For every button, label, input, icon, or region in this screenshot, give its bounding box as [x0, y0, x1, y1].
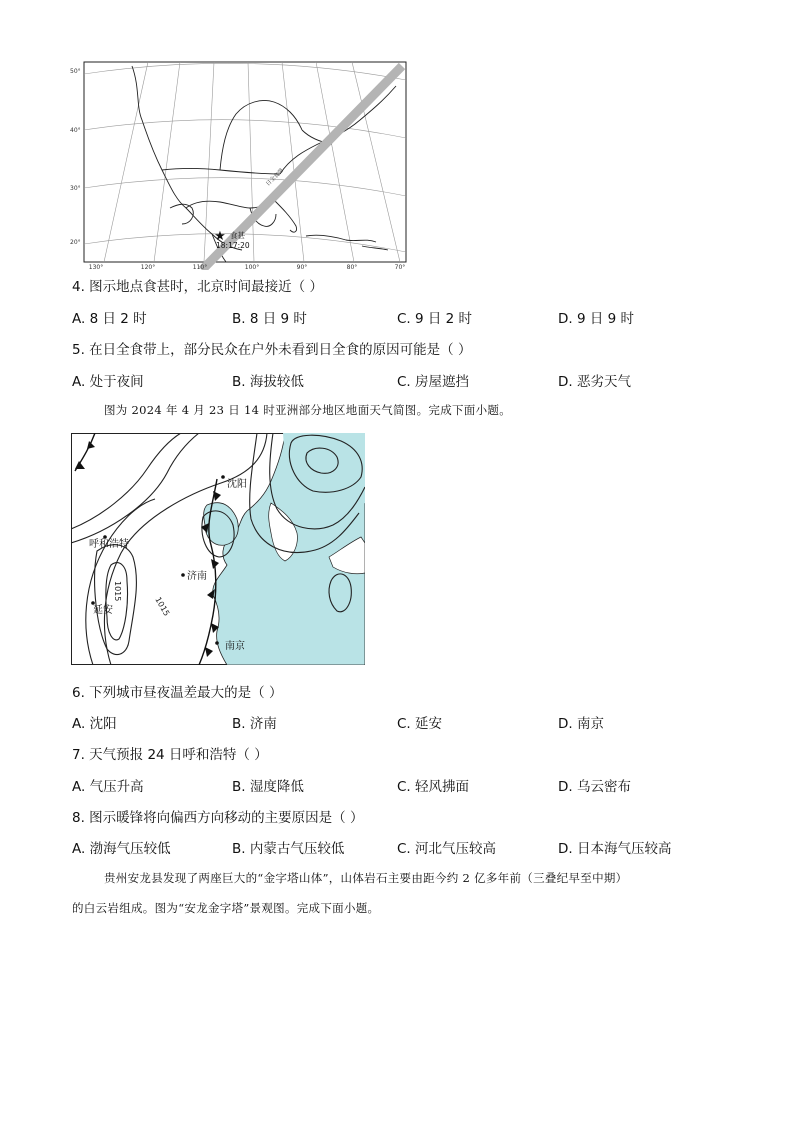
q5-option-b[interactable]: B. 海拔较低: [232, 374, 304, 390]
city-label-nanjing: 南京: [225, 641, 245, 652]
weather-map: [71, 433, 365, 665]
band-label: 日全食带: [265, 167, 286, 188]
q8-option-a[interactable]: A. 渤海气压较低: [72, 841, 171, 857]
lon-label: 100°: [244, 264, 260, 270]
q5-option-c[interactable]: C. 房屋遮挡: [397, 374, 470, 390]
point-time: 18:17:20: [216, 241, 250, 250]
lat-label: 30°: [70, 185, 81, 192]
question-7: 7. 天气预报 24 日呼和浩特（ ）: [72, 747, 268, 763]
lon-labels: [89, 264, 406, 270]
lat-label: 20°: [70, 239, 81, 246]
star-icon: ★: [214, 229, 226, 244]
q5-option-d[interactable]: D. 恶劣天气: [558, 374, 631, 390]
city-label-yanan: 延安: [93, 605, 113, 616]
question-8: 8. 图示暖锋将向偏西方向移动的主要原因是（ ）: [72, 810, 364, 826]
q4-option-d[interactable]: D. 9 日 9 时: [558, 311, 635, 327]
q6-option-b[interactable]: B. 济南: [232, 716, 277, 732]
lon-label: 70°: [394, 264, 406, 270]
isobar-label: 1015: [153, 595, 172, 618]
question-4: 4. 图示地点食甚时，北京时间最接近（ ）: [72, 279, 323, 295]
city-label-shenyang: 沈阳: [227, 479, 247, 490]
city-label-jinan: 济南: [187, 571, 207, 582]
lon-label: 90°: [296, 264, 308, 270]
eclipse-map-svg: [70, 58, 410, 270]
lon-label: 110°: [192, 264, 208, 270]
lat-label: 40°: [70, 127, 81, 134]
q5-option-a[interactable]: A. 处于夜间: [72, 374, 144, 390]
q8-option-b[interactable]: B. 内蒙古气压较低: [232, 841, 345, 857]
lon-label: 80°: [346, 264, 358, 270]
lat-label: 50°: [70, 68, 81, 75]
weather-map-svg: [71, 433, 365, 665]
intro-weather-map: 图为 2024 年 4 月 23 日 14 时亚洲部分地区地面天气简图。完成下面小题。: [104, 403, 511, 417]
question-6: 6. 下列城市昼夜温差最大的是（ ）: [72, 685, 283, 701]
q7-option-c[interactable]: C. 轻风拂面: [397, 779, 470, 795]
q6-option-c[interactable]: C. 延安: [397, 716, 443, 732]
q4-option-c[interactable]: C. 9 日 2 时: [397, 311, 473, 327]
q7-option-a[interactable]: A. 气压升高: [72, 779, 144, 795]
point-label: 食甚: [230, 231, 245, 240]
q4-option-b[interactable]: B. 8 日 9 时: [232, 311, 307, 327]
intro-pyramid-line1: 贵州安龙县发现了两座巨大的“金字塔山体”，山体岩石主要由距今约 2 亿多年前（三叠纪早至中期）: [104, 871, 628, 885]
lat-labels: [70, 68, 81, 246]
city-label-hohhot: 呼和浩特: [89, 539, 129, 550]
intro-pyramid-line2: 的白云岩组成。图为“安龙金字塔”景观图。完成下面小题。: [72, 901, 380, 915]
q6-option-a[interactable]: A. 沈阳: [72, 716, 117, 732]
eclipse-map: [70, 58, 410, 270]
q8-option-d[interactable]: D. 日本海气压较高: [558, 841, 672, 857]
q4-option-a[interactable]: A. 8 日 2 时: [72, 311, 147, 327]
question-5: 5. 在日全食带上，部分民众在户外未看到日全食的原因可能是（ ）: [72, 342, 472, 358]
q7-option-b[interactable]: B. 湿度降低: [232, 779, 304, 795]
lon-label: 130°: [88, 264, 104, 270]
q6-option-d[interactable]: D. 南京: [558, 716, 604, 732]
q7-option-d[interactable]: D. 乌云密布: [558, 779, 631, 795]
isobar-label: 1015: [113, 581, 122, 602]
lon-label: 120°: [140, 264, 156, 270]
q8-option-c[interactable]: C. 河北气压较高: [397, 841, 497, 857]
